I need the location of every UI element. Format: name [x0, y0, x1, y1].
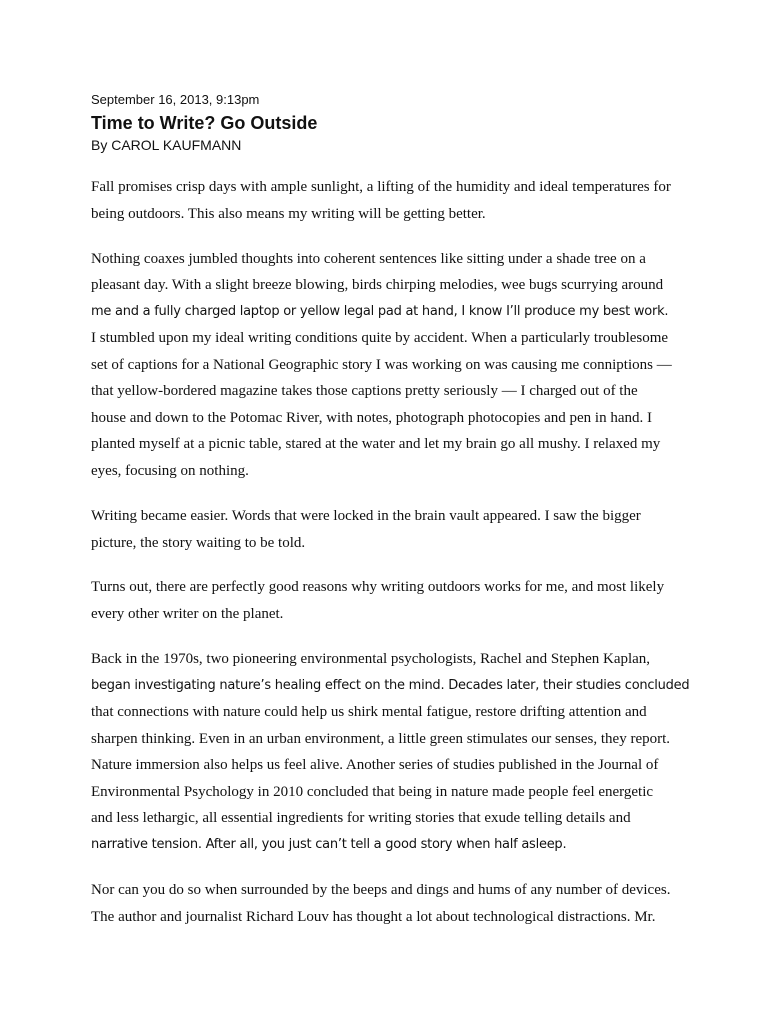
- body-text-line: began investigating nature’s healing effect on the mind. Decades later, their studies concluded: [91, 678, 690, 693]
- body-text-line: Back in the 1970s, two pioneering environmental psychologists, Rachel and Stephen Kaplan,: [91, 651, 651, 667]
- body-text-line: every other writer on the planet.: [91, 606, 284, 622]
- body-text-line: eyes, focusing on nothing.: [91, 463, 249, 479]
- body-text-line: pleasant day. With a slight breeze blowing, birds chirping melodies, wee bugs scurrying around: [91, 277, 664, 293]
- body-text-line: house and down to the Potomac River, with notes, photograph photocopies and pen in hand. I: [91, 410, 652, 426]
- body-text-line: being outdoors. This also means my writing will be getting better.: [91, 206, 486, 222]
- body-text-line: The author and journalist Richard Louv has thought a lot about technological distractions. Mr.: [91, 909, 656, 925]
- body-text-line: that connections with nature could help us shirk mental fatigue, restore drifting attention and: [91, 704, 647, 720]
- article-byline: By CAROL KAUFMANN: [91, 137, 242, 153]
- body-text-line: I stumbled upon my ideal writing conditions quite by accident. When a particularly troublesome: [91, 330, 669, 346]
- body-text-line: Turns out, there are perfectly good reasons why writing outdoors works for me, and most likely: [91, 579, 665, 595]
- body-text-line: Nor can you do so when surrounded by the beeps and dings and hums of any number of devices.: [91, 882, 671, 898]
- body-text-line: Environmental Psychology in 2010 concluded that being in nature made people feel energetic: [91, 784, 654, 800]
- body-text-line: picture, the story waiting to be told.: [91, 535, 306, 551]
- body-text-line: planted myself at a picnic table, stared at the water and let my brain go all mushy. I relaxed my: [91, 436, 661, 452]
- body-text-line: me and a fully charged laptop or yellow legal pad at hand, I know I’ll produce my best work.: [91, 304, 669, 319]
- article-title: Time to Write? Go Outside: [91, 113, 318, 133]
- article-dateline: September 16, 2013, 9:13pm: [91, 92, 260, 107]
- body-text-line: that yellow-bordered magazine takes those captions pretty seriously — I charged out of the: [91, 383, 638, 399]
- body-text-line: sharpen thinking. Even in an urban environment, a little green stimulates our senses, they report.: [91, 731, 671, 747]
- body-text-line: set of captions for a National Geographic story I was working on was causing me conniptions —: [91, 357, 672, 373]
- body-text-line: Writing became easier. Words that were locked in the brain vault appeared. I saw the bigger: [91, 508, 641, 524]
- body-text-line: Nothing coaxes jumbled thoughts into coherent sentences like sitting under a shade tree on a: [91, 251, 646, 267]
- body-text-line: and less lethargic, all essential ingredients for writing stories that exude telling details and: [91, 810, 631, 826]
- body-text-line: Nature immersion also helps us feel alive. Another series of studies published in the Journal of: [91, 757, 659, 773]
- body-text-line: narrative tension. After all, you just can’t tell a good story when half asleep.: [91, 837, 567, 852]
- body-text-line: Fall promises crisp days with ample sunlight, a lifting of the humidity and ideal temperatures for: [91, 179, 671, 195]
